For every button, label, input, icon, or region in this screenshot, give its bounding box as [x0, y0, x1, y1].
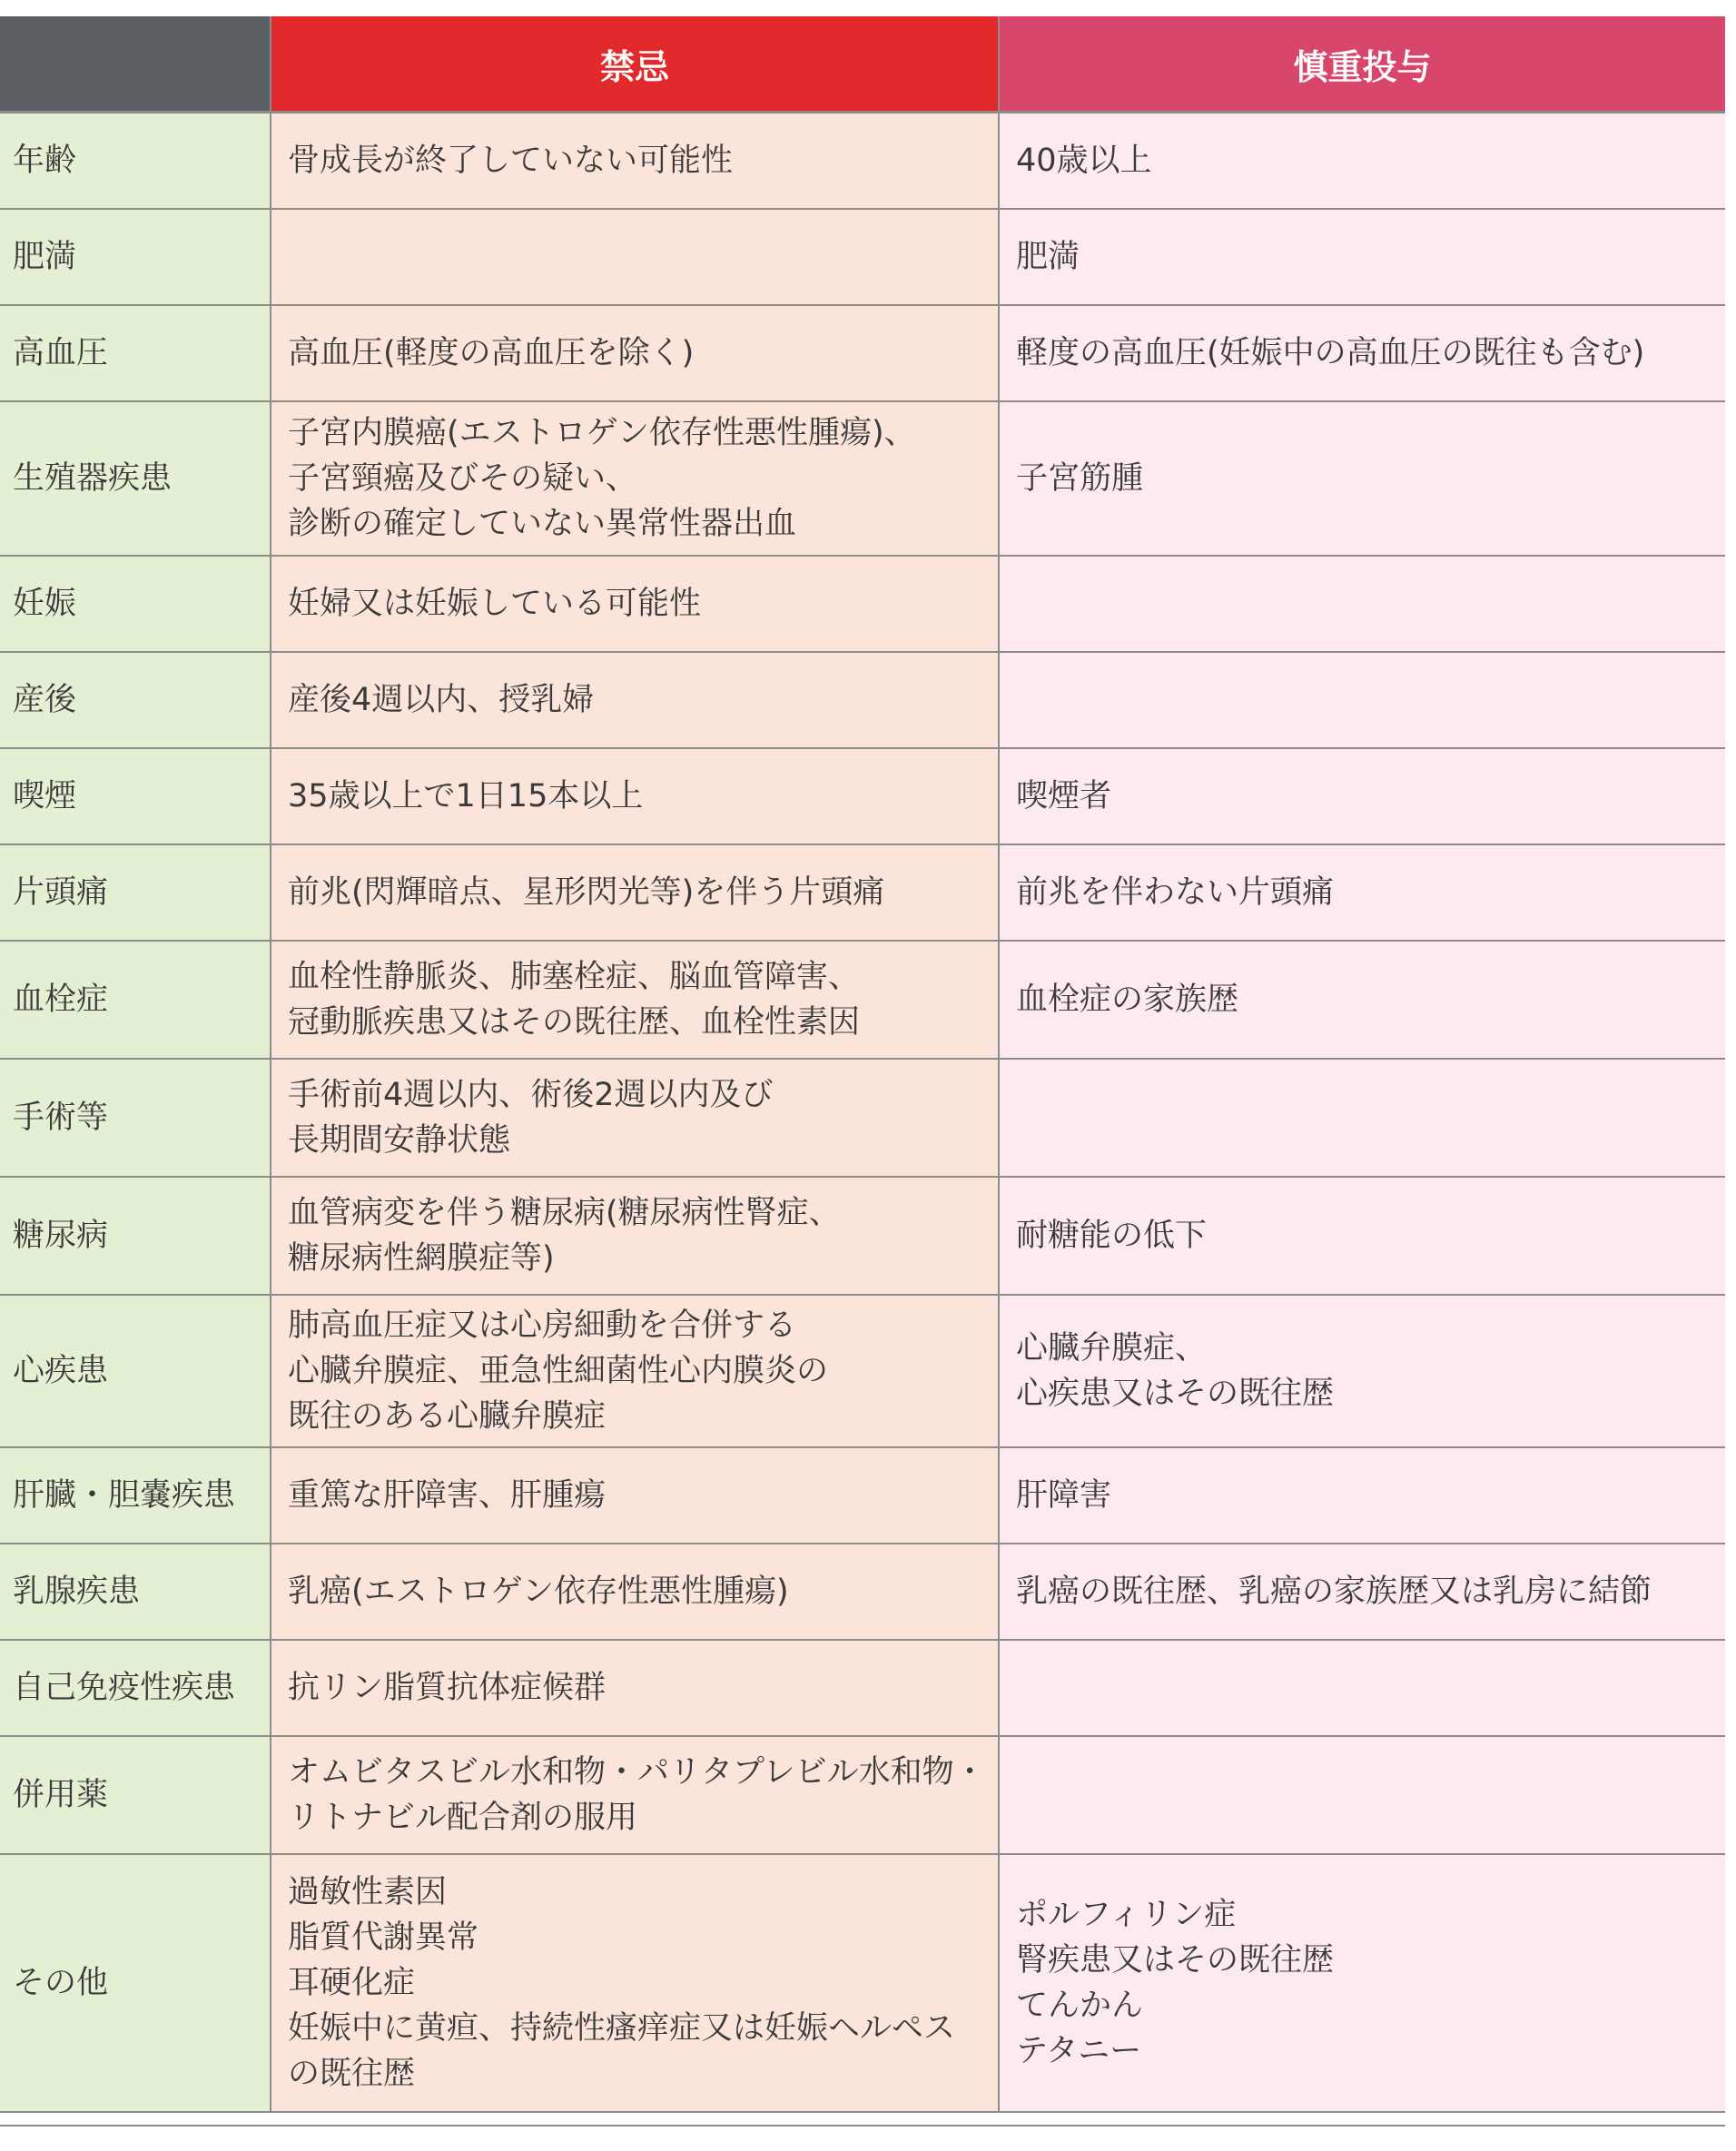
contraindication-line: 抗リン脂質抗体症候群	[288, 1669, 607, 1706]
careful-administration-cell	[999, 1544, 1725, 1640]
header-row	[0, 16, 1725, 113]
header-corner-cell	[0, 16, 271, 113]
contraindication-line: 重篤な肝障害、肝腫瘍	[288, 1476, 607, 1514]
careful-administration-line: テタニー	[1016, 2032, 1142, 2069]
contraindication-cell	[271, 1854, 999, 2112]
table-row	[0, 1736, 1725, 1854]
contraindication-line: 前兆(閃輝暗点、星形閃光等)を伴う片頭痛	[288, 873, 885, 911]
table-bottom-border	[0, 2125, 1725, 2126]
category-cell: 妊娠	[0, 556, 271, 652]
careful-administration-cell	[999, 1059, 1725, 1177]
table-row	[0, 941, 1725, 1059]
careful-administration-line: 肝障害	[1016, 1476, 1112, 1514]
contraindication-cell	[271, 1447, 999, 1544]
table-row	[0, 1447, 1725, 1544]
careful-administration-line: 軽度の高血圧(妊娠中の高血圧の既往も含む)	[1016, 334, 1645, 371]
careful-administration-line: 血栓症の家族歴	[1016, 981, 1239, 1018]
careful-administration-cell	[999, 305, 1725, 401]
careful-administration-cell	[999, 556, 1725, 652]
contraindication-line: 肺高血圧症又は心房細動を合併する	[288, 1307, 797, 1344]
table-row	[0, 1544, 1725, 1640]
contraindication-cell	[271, 1544, 999, 1640]
table-row	[0, 401, 1725, 556]
careful-administration-line: 喫煙者	[1016, 777, 1112, 814]
category-cell: 産後	[0, 652, 271, 748]
table-body	[0, 113, 1725, 2112]
careful-administration-cell	[999, 401, 1725, 556]
contraindication-cell	[271, 1736, 999, 1854]
table-row	[0, 1854, 1725, 2112]
table-row	[0, 556, 1725, 652]
table-row	[0, 1295, 1725, 1447]
contraindication-cell	[271, 305, 999, 401]
contraindication-line: 妊婦又は妊娠している可能性	[288, 585, 702, 622]
header-contraindication: 禁忌	[271, 16, 999, 113]
category-cell: その他	[0, 1854, 271, 2112]
contraindication-line: 骨成長が終了していない可能性	[288, 142, 734, 179]
careful-administration-line: 前兆を伴わない片頭痛	[1016, 873, 1335, 911]
careful-administration-cell	[999, 1295, 1725, 1447]
contraindication-line: 妊娠中に黄疸、持続性瘙痒症又は妊娠ヘルペス	[288, 2009, 956, 2047]
contraindication-line: 子宮頸癌及びその疑い、	[288, 459, 638, 497]
careful-administration-line: 心臓弁膜症、	[1016, 1329, 1208, 1367]
careful-administration-cell	[999, 1447, 1725, 1544]
contraindication-line: 過敏性素因	[288, 1873, 448, 1910]
careful-administration-line: てんかん	[1016, 1987, 1144, 2024]
careful-administration-cell	[999, 844, 1725, 941]
category-cell: 手術等	[0, 1059, 271, 1177]
contraindication-line: リトナビル配合剤の服用	[288, 1799, 638, 1836]
contraindication-line: 心臓弁膜症、亜急性細菌性心内膜炎の	[288, 1352, 829, 1389]
careful-administration-line: 肥満	[1016, 238, 1080, 275]
table-row	[0, 113, 1725, 209]
careful-administration-cell	[999, 209, 1725, 305]
table-row	[0, 652, 1725, 748]
category-cell: 心疾患	[0, 1295, 271, 1447]
careful-administration-line: 乳癌の既往歴、乳癌の家族歴又は乳房に結節	[1016, 1573, 1652, 1610]
contraindication-cell	[271, 209, 999, 305]
contraindication-cell	[271, 844, 999, 941]
careful-administration-cell	[999, 652, 1725, 748]
contraindication-cell	[271, 556, 999, 652]
table-row	[0, 209, 1725, 305]
contraindication-cell	[271, 652, 999, 748]
contraindication-line: 子宮内膜癌(エストロゲン依存性悪性腫瘍)、	[288, 414, 916, 451]
contraindication-line: 診断の確定していない異常性器出血	[288, 505, 797, 542]
careful-administration-cell	[999, 1177, 1725, 1295]
table-row	[0, 844, 1725, 941]
careful-administration-cell	[999, 1854, 1725, 2112]
careful-administration-line: 子宮筋腫	[1016, 459, 1144, 497]
table-row	[0, 305, 1725, 401]
careful-administration-cell	[999, 941, 1725, 1059]
category-cell: 喫煙	[0, 748, 271, 844]
contraindication-line: 糖尿病性網膜症等)	[288, 1239, 555, 1277]
careful-administration-cell	[999, 748, 1725, 844]
careful-administration-line: 40歳以上	[1016, 142, 1152, 179]
contraindication-line: 耳硬化症	[288, 1964, 416, 2001]
category-cell: 糖尿病	[0, 1177, 271, 1295]
category-cell: 肝臓・胆嚢疾患	[0, 1447, 271, 1544]
table-row	[0, 748, 1725, 844]
category-cell: 血栓症	[0, 941, 271, 1059]
careful-administration-line: ポルフィリン症	[1016, 1896, 1237, 1933]
header-careful-administration: 慎重投与	[999, 16, 1725, 113]
contraindication-line: 35歳以上で1日15本以上	[288, 777, 644, 814]
careful-administration-line: 心疾患又はその既往歴	[1016, 1375, 1335, 1412]
category-cell: 生殖器疾患	[0, 401, 271, 556]
contraindication-line: 手術前4週以内、術後2週以内及び	[288, 1076, 774, 1113]
contraindication-line: 冠動脈疾患又はその既往歴、血栓性素因	[288, 1003, 861, 1041]
category-cell: 片頭痛	[0, 844, 271, 941]
careful-administration-line: 耐糖能の低下	[1016, 1217, 1208, 1254]
category-cell: 高血圧	[0, 305, 271, 401]
contraindication-cell	[271, 748, 999, 844]
contraindication-line: オムビタスビル水和物・パリタプレビル水和物・	[288, 1753, 986, 1791]
contraindication-line: 長期間安静状態	[288, 1121, 511, 1159]
category-cell: 自己免疫性疾患	[0, 1640, 271, 1736]
contraindication-table	[0, 16, 1725, 2113]
contraindication-line: 乳癌(エストロゲン依存性悪性腫瘍)	[288, 1573, 789, 1610]
contraindication-cell	[271, 113, 999, 209]
table-row	[0, 1059, 1725, 1177]
contraindication-line: 血管病変を伴う糖尿病(糖尿病性腎症、	[288, 1194, 841, 1231]
careful-administration-line: 腎疾患又はその既往歴	[1016, 1941, 1335, 1978]
contraindication-line: 脂質代謝異常	[288, 1919, 479, 1956]
careful-administration-cell	[999, 113, 1725, 209]
contraindication-cell	[271, 1640, 999, 1736]
category-cell: 併用薬	[0, 1736, 271, 1854]
category-cell: 肥満	[0, 209, 271, 305]
contraindication-cell	[271, 401, 999, 556]
table-row	[0, 1177, 1725, 1295]
contraindication-line: 血栓性静脈炎、肺塞栓症、脳血管障害、	[288, 958, 861, 995]
category-cell: 乳腺疾患	[0, 1544, 271, 1640]
contraindication-line: の既往歴	[288, 2055, 416, 2092]
contraindication-line: 高血圧(軽度の高血圧を除く)	[288, 334, 695, 371]
contraindication-cell	[271, 1295, 999, 1447]
contraindication-cell	[271, 1059, 999, 1177]
contraindication-line: 既往のある心臓弁膜症	[288, 1397, 607, 1435]
contraindication-cell	[271, 1177, 999, 1295]
careful-administration-cell	[999, 1640, 1725, 1736]
contraindication-line: 産後4週以内、授乳婦	[288, 681, 595, 718]
contraindication-cell	[271, 941, 999, 1059]
careful-administration-cell	[999, 1736, 1725, 1854]
table-row	[0, 1640, 1725, 1736]
category-cell: 年齢	[0, 113, 271, 209]
